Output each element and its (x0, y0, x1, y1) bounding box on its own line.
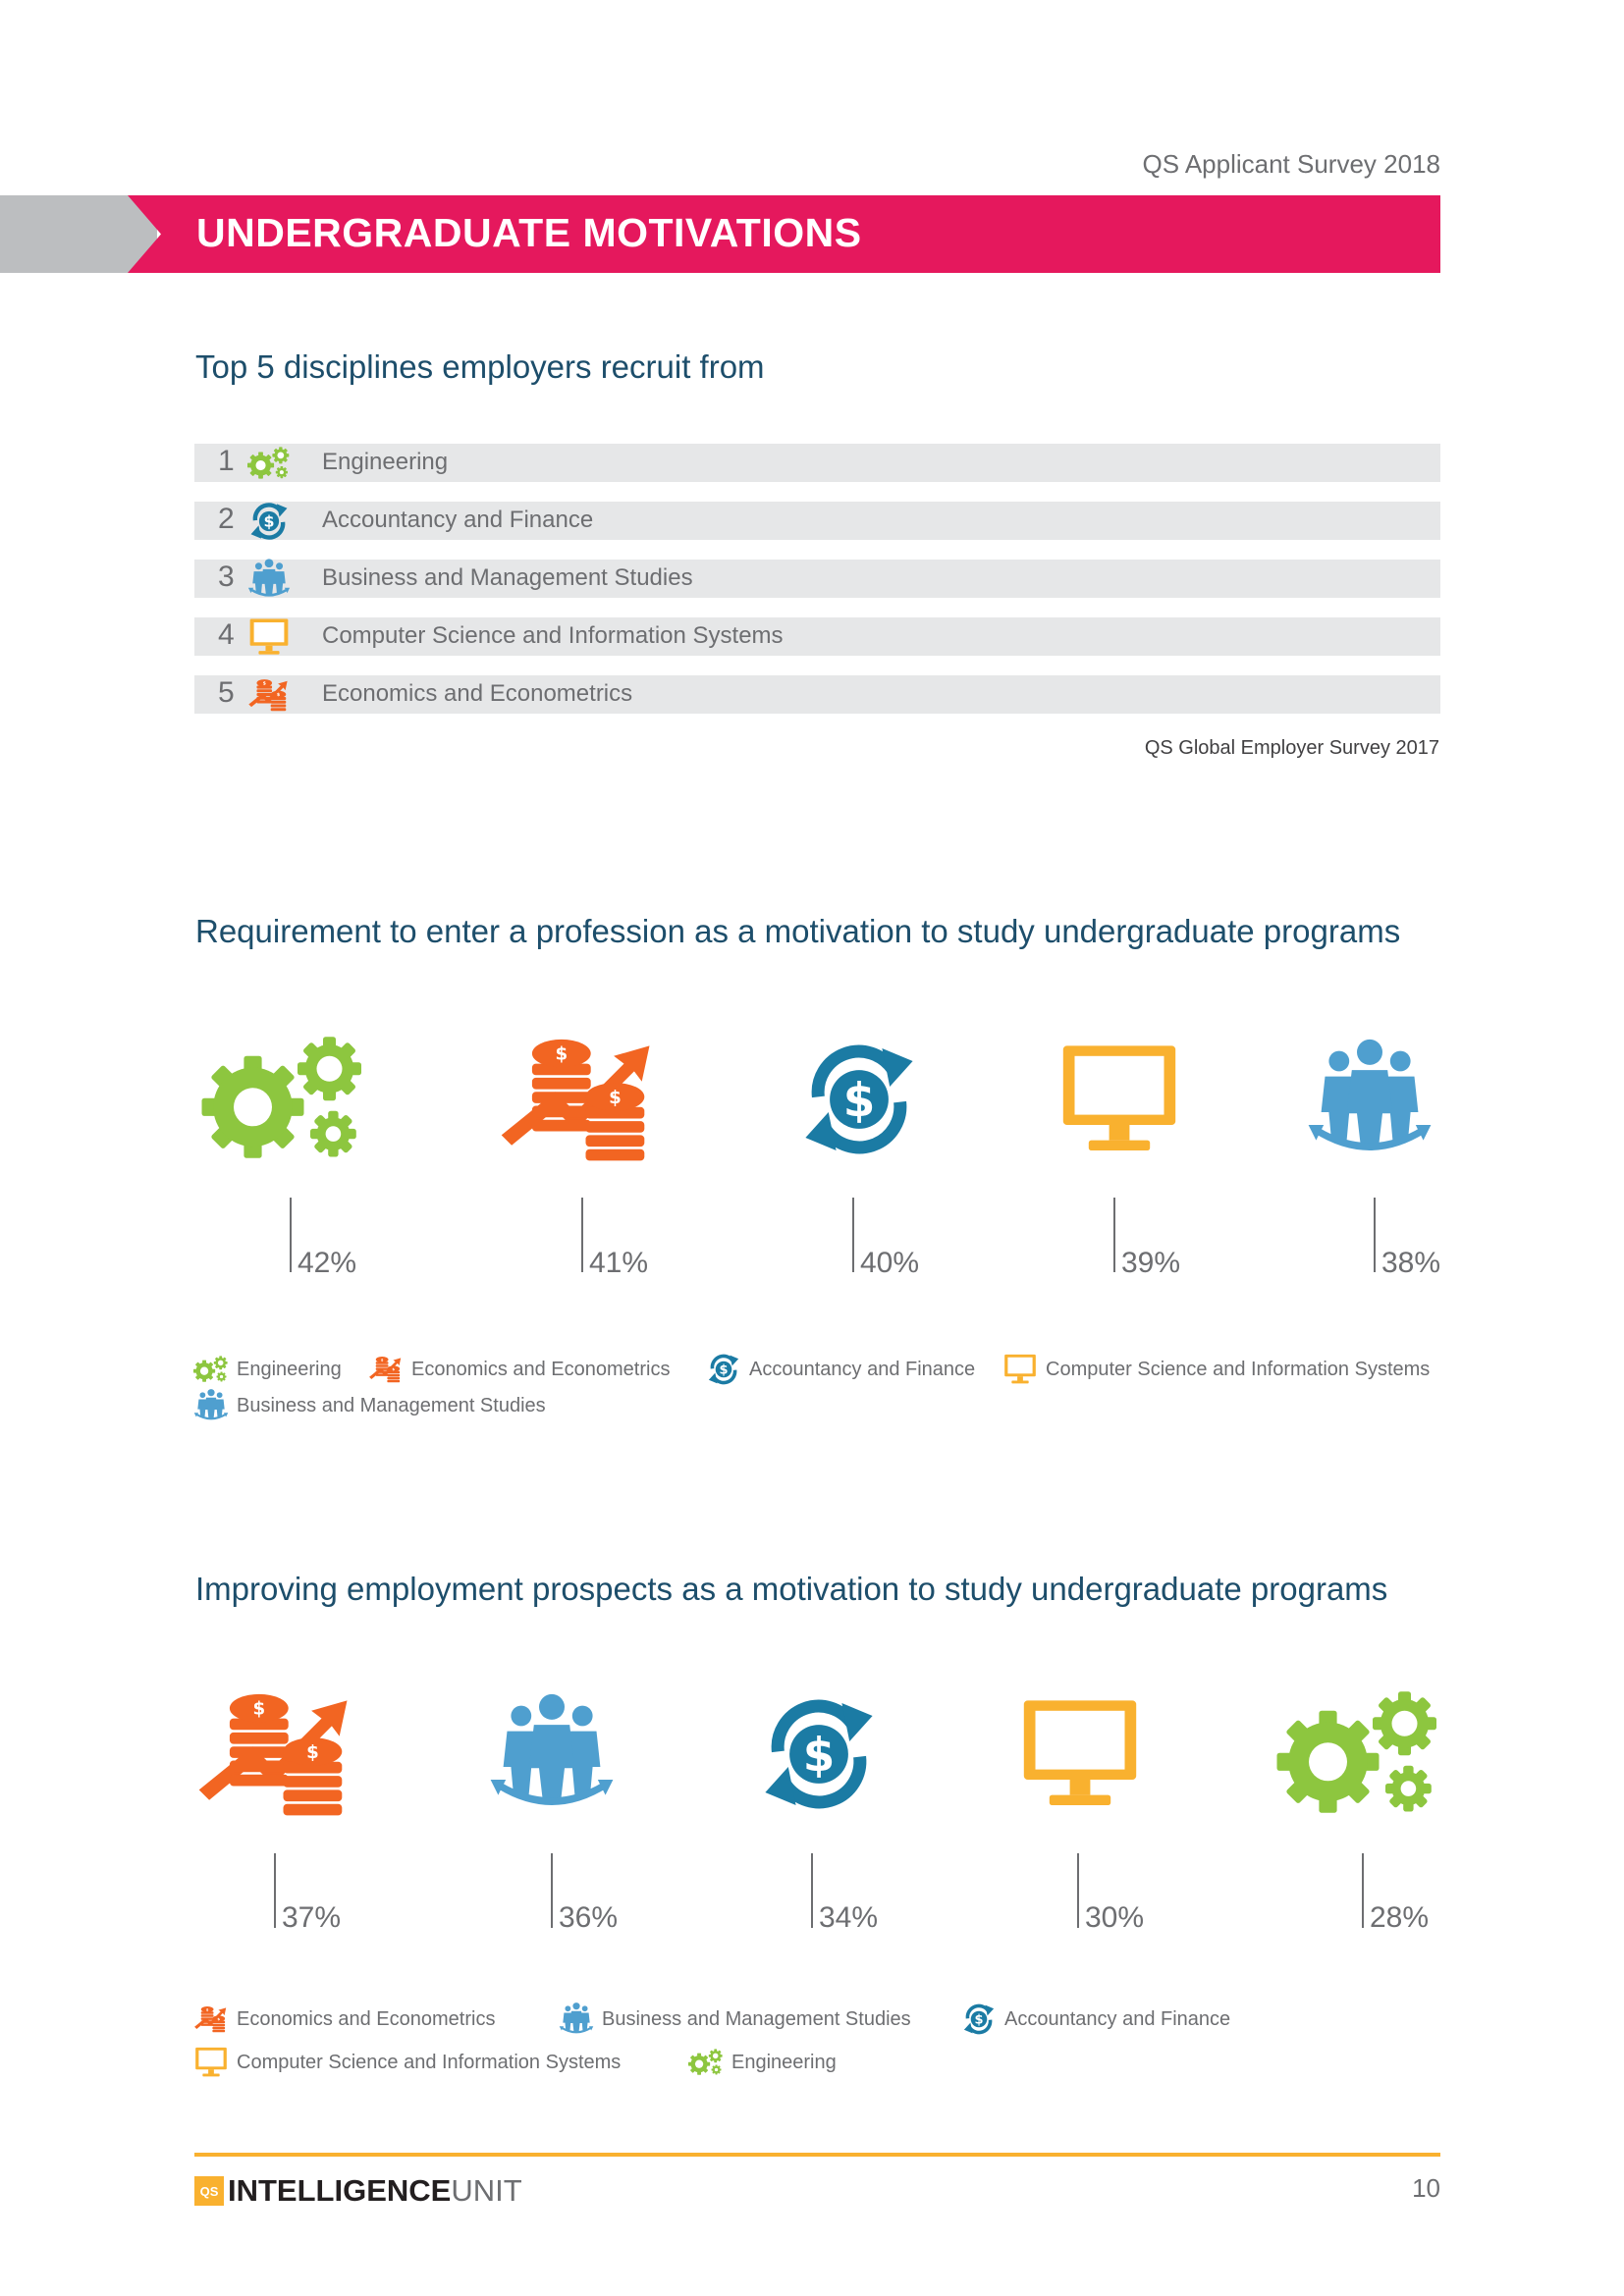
legend-item (193, 1388, 546, 1423)
value-marker (811, 1853, 813, 1928)
value-marker (581, 1198, 583, 1272)
rank-number: 2 (218, 503, 235, 535)
value-label: 36% (559, 1901, 619, 1934)
legend-item (1002, 1352, 1430, 1387)
gears-icon (201, 1036, 368, 1163)
value-label: 38% (1381, 1247, 1441, 1279)
intelligence-unit-logo (194, 2173, 522, 2209)
survey-label: QS Applicant Survey 2018 (1142, 149, 1440, 179)
source-note: QS Global Employer Survey 2017 (1144, 737, 1439, 759)
legend-item (559, 2002, 911, 2037)
value-marker (1113, 1198, 1115, 1272)
monitor-icon (1002, 1352, 1038, 1387)
gears-icon (247, 442, 291, 485)
value-marker (1374, 1198, 1376, 1272)
legend-label: Economics and Econometrics (237, 2007, 496, 2030)
people-icon (1286, 1036, 1453, 1163)
value-label: 42% (298, 1247, 357, 1279)
value-label: 34% (819, 1901, 879, 1934)
people-icon (247, 558, 291, 601)
legend-label: Accountancy and Finance (749, 1358, 976, 1380)
rank-number: 4 (218, 618, 235, 651)
coins-growth-icon (193, 1690, 360, 1818)
chart1-title: Requirement to enter a profession as a motivation to study undergraduate programs (195, 913, 1401, 949)
logo-word-bold: INTELLIGENCE (228, 2173, 452, 2208)
legend-item (961, 2002, 1230, 2037)
section-title: UNDERGRADUATE MOTIVATIONS (196, 210, 862, 255)
chart2-title: Improving employment prospects as a motivation to study undergraduate programs (195, 1571, 1388, 1607)
value-marker (274, 1853, 276, 1928)
dollar-cycle-icon (706, 1352, 741, 1387)
rank-label: Economics and Econometrics (322, 680, 633, 707)
legend-item (193, 2002, 495, 2037)
value-label: 37% (282, 1901, 342, 1934)
people-icon (193, 1388, 229, 1423)
value-label: 41% (589, 1247, 649, 1279)
people-icon (559, 2002, 594, 2037)
value-label: 28% (1370, 1901, 1430, 1934)
legend-item (688, 2045, 837, 2080)
value-marker (852, 1198, 854, 1272)
legend-item (706, 1352, 975, 1387)
footer-rule (194, 2153, 1440, 2157)
legend-label: Engineering (731, 2051, 837, 2073)
rank-row (194, 502, 1440, 540)
legend-label: Business and Management Studies (237, 1394, 546, 1416)
dollar-cycle-icon (735, 1690, 902, 1818)
logo-word-light: UNIT (451, 2173, 522, 2208)
rank-row (194, 560, 1440, 598)
legend-label: Economics and Econometrics (411, 1358, 671, 1380)
legend-item (193, 1352, 342, 1387)
banner-grey-tab (0, 195, 157, 273)
dollar-cycle-icon (247, 500, 291, 543)
gears-icon (688, 2045, 724, 2080)
legend-item (368, 1352, 670, 1387)
legend-label: Business and Management Studies (602, 2007, 911, 2030)
rank-label: Accountancy and Finance (322, 507, 594, 533)
value-label: 40% (860, 1247, 920, 1279)
rank-label: Computer Science and Information Systems (322, 622, 784, 649)
monitor-icon (997, 1690, 1164, 1818)
coins-growth-icon (496, 1036, 663, 1163)
rank-row (194, 617, 1440, 656)
qs-logo-box: QS (194, 2176, 224, 2206)
gears-icon (193, 1352, 229, 1387)
rank-row (194, 675, 1440, 714)
page-number: 10 (1412, 2173, 1440, 2203)
legend-label: Computer Science and Information Systems (237, 2051, 622, 2073)
rank-label: Engineering (322, 449, 449, 475)
legend-item (193, 2045, 621, 2080)
rank-number: 5 (218, 676, 235, 709)
value-marker (1362, 1853, 1364, 1928)
legend-label: Engineering (237, 1358, 342, 1380)
coins-growth-icon (368, 1352, 404, 1387)
value-marker (551, 1853, 553, 1928)
people-icon (468, 1690, 635, 1818)
dollar-cycle-icon (961, 2002, 997, 2037)
top5-heading: Top 5 disciplines employers recruit from (195, 348, 765, 385)
value-label: 39% (1121, 1247, 1181, 1279)
dollar-cycle-icon (776, 1036, 943, 1163)
gears-icon (1276, 1690, 1443, 1818)
rank-label: Business and Management Studies (322, 564, 693, 591)
coins-growth-icon (247, 673, 291, 717)
legend-label: Computer Science and Information Systems (1046, 1358, 1431, 1380)
legend-label: Accountancy and Finance (1004, 2007, 1231, 2030)
rank-number: 3 (218, 561, 235, 593)
value-label: 30% (1085, 1901, 1145, 1934)
rank-row (194, 444, 1440, 482)
value-marker (1077, 1853, 1079, 1928)
rank-number: 1 (218, 445, 235, 477)
value-marker (290, 1198, 292, 1272)
monitor-icon (193, 2045, 229, 2080)
monitor-icon (1036, 1036, 1203, 1163)
monitor-icon (247, 615, 291, 659)
coins-growth-icon (193, 2002, 229, 2037)
